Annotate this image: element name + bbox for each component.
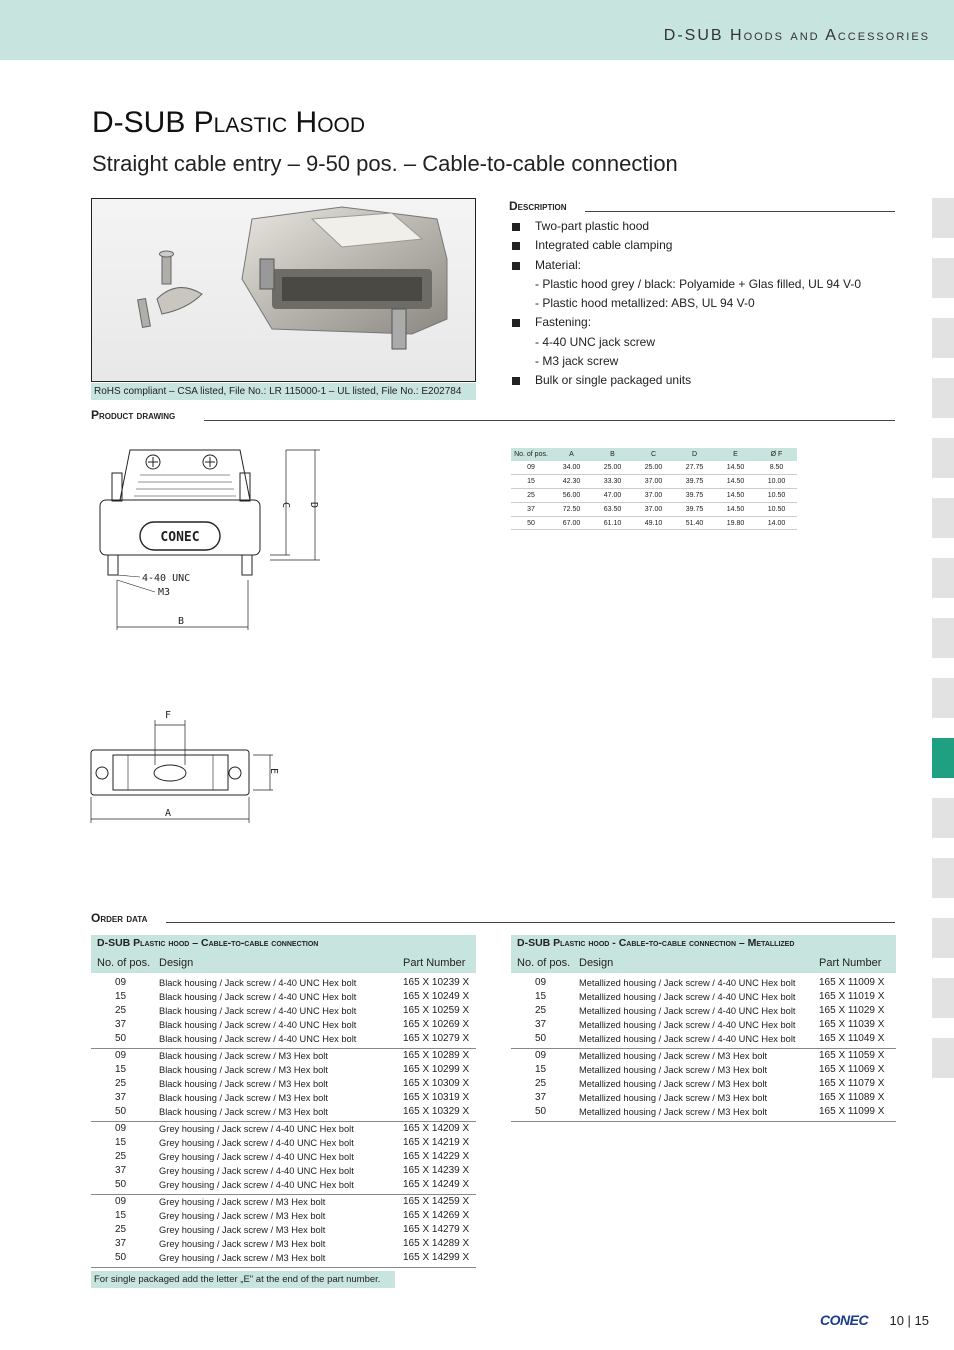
col-header-design: Design [579,957,614,969]
dim-cell: 10.50 [756,502,797,516]
product-photo [91,198,476,382]
dim-cell: 67.00 [551,516,592,530]
dim-cell: 19.80 [715,516,756,530]
row-pos: 09 [535,1050,547,1061]
side-tab[interactable] [932,858,954,898]
row-pos: 25 [535,1005,547,1016]
sub-item: - 4-40 UNC jack screw [535,334,656,349]
row-part-number: 165 X 14249 X [403,1179,470,1190]
dim-cell: 61.10 [592,516,633,530]
row-part-number: 165 X 10299 X [403,1064,470,1075]
table-row [91,1251,476,1265]
row-design: Metallized housing / Jack screw / 4-40 UNC Hex bolt [579,1020,796,1030]
side-tab[interactable] [932,978,954,1018]
dim-cell: 14.50 [715,475,756,489]
row-design: Black housing / Jack screw / 4-40 UNC Hex bolt [159,1006,357,1016]
row-part-number: 165 X 14289 X [403,1238,470,1249]
table-row [511,1032,896,1046]
table-row [91,1237,476,1251]
dim-cell: 14.50 [715,502,756,516]
table-row [511,1004,896,1018]
table-row [91,1209,476,1223]
row-design: Grey housing / Jack screw / M3 Hex bolt [159,1211,326,1221]
row-design: Metallized housing / Jack screw / M3 Hex bolt [579,1065,768,1075]
dim-cell: 14.00 [756,516,797,530]
sub-item: - Plastic hood metallized: ABS, UL 94 V-0 [535,296,755,311]
divider [204,420,895,421]
footnote: For single packaged add the letter „E" at the end of the part number. [91,1271,395,1288]
front-view-drawing [90,440,340,640]
row-pos: 15 [115,991,127,1002]
row-pos: 25 [115,1224,127,1235]
table-row [511,1063,896,1077]
side-tab[interactable] [932,618,954,658]
rohs-note: RoHS compliant – CSA listed, File No.: LR 115000-1 – UL listed, File No.: E202784 [91,383,476,400]
table-row [511,990,896,1004]
side-tab[interactable] [932,798,954,838]
order-table-right-header [511,935,896,973]
row-part-number: 165 X 14239 X [403,1165,470,1176]
table-row [91,1164,476,1178]
dim-col-header: A [551,448,592,461]
dim-label-c: C [280,502,291,509]
row-part-number: 165 X 10259 X [403,1005,470,1016]
table-row [91,1105,476,1119]
section-title: D-SUB Hoods and Accessories [663,27,930,44]
row-design: Metallized housing / Jack screw / M3 Hex bolt [579,1079,768,1089]
row-pos: 15 [115,1137,127,1148]
dim-cell: 09 [511,461,551,475]
row-pos: 37 [115,1092,127,1103]
row-design: Black housing / Jack screw / M3 Hex bolt [159,1093,328,1103]
row-design: Black housing / Jack screw / M3 Hex bolt [159,1107,328,1117]
dim-cell: 56.00 [551,489,592,503]
drawing-logo-text: CONEC [160,530,200,545]
dim-cell: 34.00 [551,461,592,475]
dim-cell: 27.75 [674,461,715,475]
row-pos: 09 [115,1123,127,1134]
row-pos: 25 [115,1005,127,1016]
row-part-number: 165 X 14229 X [403,1151,470,1162]
row-part-number: 165 X 14299 X [403,1252,470,1263]
order-group [91,1049,476,1122]
row-design: Grey housing / Jack screw / M3 Hex bolt [159,1197,326,1207]
row-design: Grey housing / Jack screw / 4-40 UNC Hex bolt [159,1152,354,1162]
dim-cell: 25.00 [633,461,674,475]
row-design: Metallized housing / Jack screw / 4-40 UNC Hex bolt [579,978,796,988]
order-table-left-title: D-SUB Plastic hood – Cable-to-cable connection [97,937,319,949]
dim-row [511,475,797,489]
row-part-number: 165 X 10239 X [403,977,470,988]
row-pos: 37 [535,1019,547,1030]
dim-label-d: D [308,502,319,509]
row-pos: 50 [115,1179,127,1190]
table-row [91,1063,476,1077]
dim-cell: 8.50 [756,461,797,475]
order-group [511,1049,896,1122]
dim-cell: 10.50 [756,489,797,503]
dim-cell: 25 [511,489,551,503]
col-header-pos: No. of pos. [517,957,571,969]
row-part-number: 165 X 11099 X [819,1106,885,1117]
row-part-number: 165 X 11049 X [819,1033,885,1044]
dim-label-f: F [165,710,172,721]
row-part-number: 165 X 11009 X [819,977,885,988]
table-row [511,1018,896,1032]
side-tab[interactable] [932,498,954,538]
order-table-left-body [91,976,476,1268]
order-data-heading: Order data [91,911,148,925]
table-row [511,1049,896,1063]
order-group [91,1122,476,1195]
side-tab[interactable] [932,438,954,478]
row-design: Black housing / Jack screw / 4-40 UNC Hex bolt [159,1034,357,1044]
order-group [91,1195,476,1268]
side-tab[interactable] [932,198,954,238]
table-row [511,1091,896,1105]
col-header-design: Design [159,957,194,969]
row-pos: 37 [115,1019,127,1030]
row-part-number: 165 X 14279 X [403,1224,470,1235]
dim-cell: 33.30 [592,475,633,489]
dim-cell: 63.50 [592,502,633,516]
order-group [511,976,896,1049]
dim-label-e: E [268,768,279,775]
dim-cell: 42.30 [551,475,592,489]
row-design: Grey housing / Jack screw / M3 Hex bolt [159,1239,326,1249]
table-row [91,1178,476,1192]
row-pos: 37 [115,1238,127,1249]
dim-cell: 47.00 [592,489,633,503]
dim-cell: 49.10 [633,516,674,530]
conec-logo: CONEC [820,1312,869,1328]
row-pos: 50 [535,1106,547,1117]
dim-col-header: C [633,448,674,461]
row-design: Black housing / Jack screw / 4-40 UNC Hex bolt [159,978,357,988]
row-design: Black housing / Jack screw / M3 Hex bolt [159,1051,328,1061]
row-design: Black housing / Jack screw / M3 Hex bolt [159,1079,328,1089]
table-row [91,990,476,1004]
dim-cell: 51.40 [674,516,715,530]
bullet-item: Fastening: [511,313,901,332]
dim-col-header: D [674,448,715,461]
row-design: Metallized housing / Jack screw / M3 Hex bolt [579,1051,768,1061]
table-row [91,1077,476,1091]
row-part-number: 165 X 10289 X [403,1050,470,1061]
dim-cell: 37.00 [633,475,674,489]
row-pos: 50 [535,1033,547,1044]
row-design: Metallized housing / Jack screw / M3 Hex bolt [579,1093,768,1103]
table-row [511,1077,896,1091]
row-design: Black housing / Jack screw / 4-40 UNC Hex bolt [159,992,357,1002]
dim-cell: 50 [511,516,551,530]
col-header-pos: No. of pos. [97,957,151,969]
dim-row [511,516,797,530]
row-pos: 25 [115,1078,127,1089]
bullet-item: Material: [511,256,901,275]
sub-item: - M3 jack screw [535,354,619,369]
dim-cell: 25.00 [592,461,633,475]
table-row [511,1105,896,1119]
table-row [91,1136,476,1150]
page-title: D-SUB Plastic Hood [92,106,366,139]
bullet-item: Bulk or single packaged units [511,371,901,390]
row-design: Metallized housing / Jack screw / 4-40 UNC Hex bolt [579,1006,796,1016]
row-pos: 15 [115,1064,127,1075]
dim-cell: 39.75 [674,489,715,503]
row-pos: 09 [535,977,547,988]
row-pos: 15 [535,1064,547,1075]
row-part-number: 165 X 10249 X [403,991,470,1002]
side-tab[interactable] [932,378,954,418]
order-table-right-body [511,976,896,1122]
table-row [91,1018,476,1032]
row-design: Grey housing / Jack screw / 4-40 UNC Hex bolt [159,1166,354,1176]
table-row [91,1195,476,1209]
row-design: Grey housing / Jack screw / M3 Hex bolt [159,1225,326,1235]
dim-row [511,489,797,503]
row-part-number: 165 X 11029 X [819,1005,885,1016]
dimension-table [511,448,797,530]
table-row [91,1122,476,1136]
dim-row [511,502,797,516]
row-part-number: 165 X 11059 X [819,1050,885,1061]
row-part-number: 165 X 11069 X [819,1064,885,1075]
dim-cell: 39.75 [674,502,715,516]
row-design: Black housing / Jack screw / M3 Hex bolt [159,1065,328,1075]
dim-col-header: E [715,448,756,461]
row-pos: 15 [115,1210,127,1221]
row-part-number: 165 X 14219 X [403,1137,470,1148]
row-pos: 09 [115,1050,127,1061]
table-row [91,1150,476,1164]
dim-cell: 72.50 [551,502,592,516]
row-pos: 50 [115,1106,127,1117]
side-tab[interactable] [932,318,954,358]
product-drawing-heading: Product drawing [91,408,176,422]
table-row [511,976,896,990]
row-part-number: 165 X 14209 X [403,1123,470,1134]
thread-label-m3: M3 [158,587,171,598]
row-part-number: 165 X 11079 X [819,1078,885,1089]
description-list [511,217,901,391]
row-design: Grey housing / Jack screw / M3 Hex bolt [159,1253,326,1263]
side-tab-active[interactable] [932,738,954,778]
row-part-number: 165 X 10329 X [403,1106,470,1117]
row-pos: 37 [115,1165,127,1176]
page-subtitle: Straight cable entry – 9-50 pos. – Cable-to-cable connection [92,151,678,176]
row-design: Black housing / Jack screw / 4-40 UNC Hex bolt [159,1020,357,1030]
side-view-drawing [88,705,288,825]
dim-label-b: B [178,616,185,627]
table-row [91,1004,476,1018]
table-row [91,1032,476,1046]
row-part-number: 165 X 14259 X [403,1196,470,1207]
row-pos: 09 [115,977,127,988]
dim-cell: 37 [511,502,551,516]
table-row [91,976,476,990]
row-pos: 09 [115,1196,127,1207]
row-design: Metallized housing / Jack screw / 4-40 UNC Hex bolt [579,992,796,1002]
row-pos: 15 [535,991,547,1002]
row-part-number: 165 X 10279 X [403,1033,470,1044]
row-part-number: 165 X 11039 X [819,1019,885,1030]
row-design: Metallized housing / Jack screw / M3 Hex bolt [579,1107,768,1117]
dim-col-header: Ø F [756,448,797,461]
row-part-number: 165 X 10269 X [403,1019,470,1030]
row-part-number: 165 X 10309 X [403,1078,470,1089]
dim-cell: 39.75 [674,475,715,489]
description-heading: Description [509,199,567,213]
row-pos: 37 [535,1092,547,1103]
row-pos: 25 [535,1078,547,1089]
row-design: Grey housing / Jack screw / 4-40 UNC Hex bolt [159,1180,354,1190]
dim-cell: 14.50 [715,461,756,475]
thread-label-unc: 4-40 UNC [142,573,191,584]
order-table-right-title: D-SUB Plastic hood - Cable-to-cable connection – Metallized [517,937,795,949]
bullet-item: Integrated cable clamping [511,236,901,255]
sub-item: - Plastic hood grey / black: Polyamide + Glas filled, UL 94 V-0 [535,276,862,291]
screw-icon [229,767,241,779]
screw-icon [96,767,108,779]
dim-cell: 15 [511,475,551,489]
dim-cell: 37.00 [633,489,674,503]
col-header-part: Part Number [403,957,466,969]
dim-cell: 10.00 [756,475,797,489]
dim-row [511,461,797,475]
dim-col-header: B [592,448,633,461]
side-tab[interactable] [932,678,954,718]
row-design: Grey housing / Jack screw / 4-40 UNC Hex bolt [159,1124,354,1134]
side-tab[interactable] [932,558,954,598]
dim-cell: 14.50 [715,489,756,503]
side-tab[interactable] [932,1038,954,1078]
dim-cell: 37.00 [633,502,674,516]
row-part-number: 165 X 14269 X [403,1210,470,1221]
order-group [91,976,476,1049]
row-pos: 50 [115,1033,127,1044]
row-design: Grey housing / Jack screw / 4-40 UNC Hex bolt [159,1138,354,1148]
row-part-number: 165 X 11019 X [819,991,885,1002]
row-pos: 50 [115,1252,127,1263]
table-row [91,1091,476,1105]
row-pos: 25 [115,1151,127,1162]
dim-label-a: A [165,808,172,819]
table-row [91,1223,476,1237]
row-part-number: 165 X 10319 X [403,1092,470,1103]
divider [166,922,895,923]
bullet-item: Two-part plastic hood [511,217,901,236]
order-table-left-header [91,935,476,973]
col-header-part: Part Number [819,957,882,969]
row-design: Metallized housing / Jack screw / 4-40 UNC Hex bolt [579,1034,796,1044]
side-tab[interactable] [932,258,954,298]
side-tab[interactable] [932,918,954,958]
table-row [91,1049,476,1063]
hood-photo-illustration [92,199,476,382]
dim-col-header: No. of pos. [511,448,551,461]
page-number: 10 | 15 [889,1313,929,1328]
row-part-number: 165 X 11089 X [819,1092,885,1103]
divider [585,211,895,212]
